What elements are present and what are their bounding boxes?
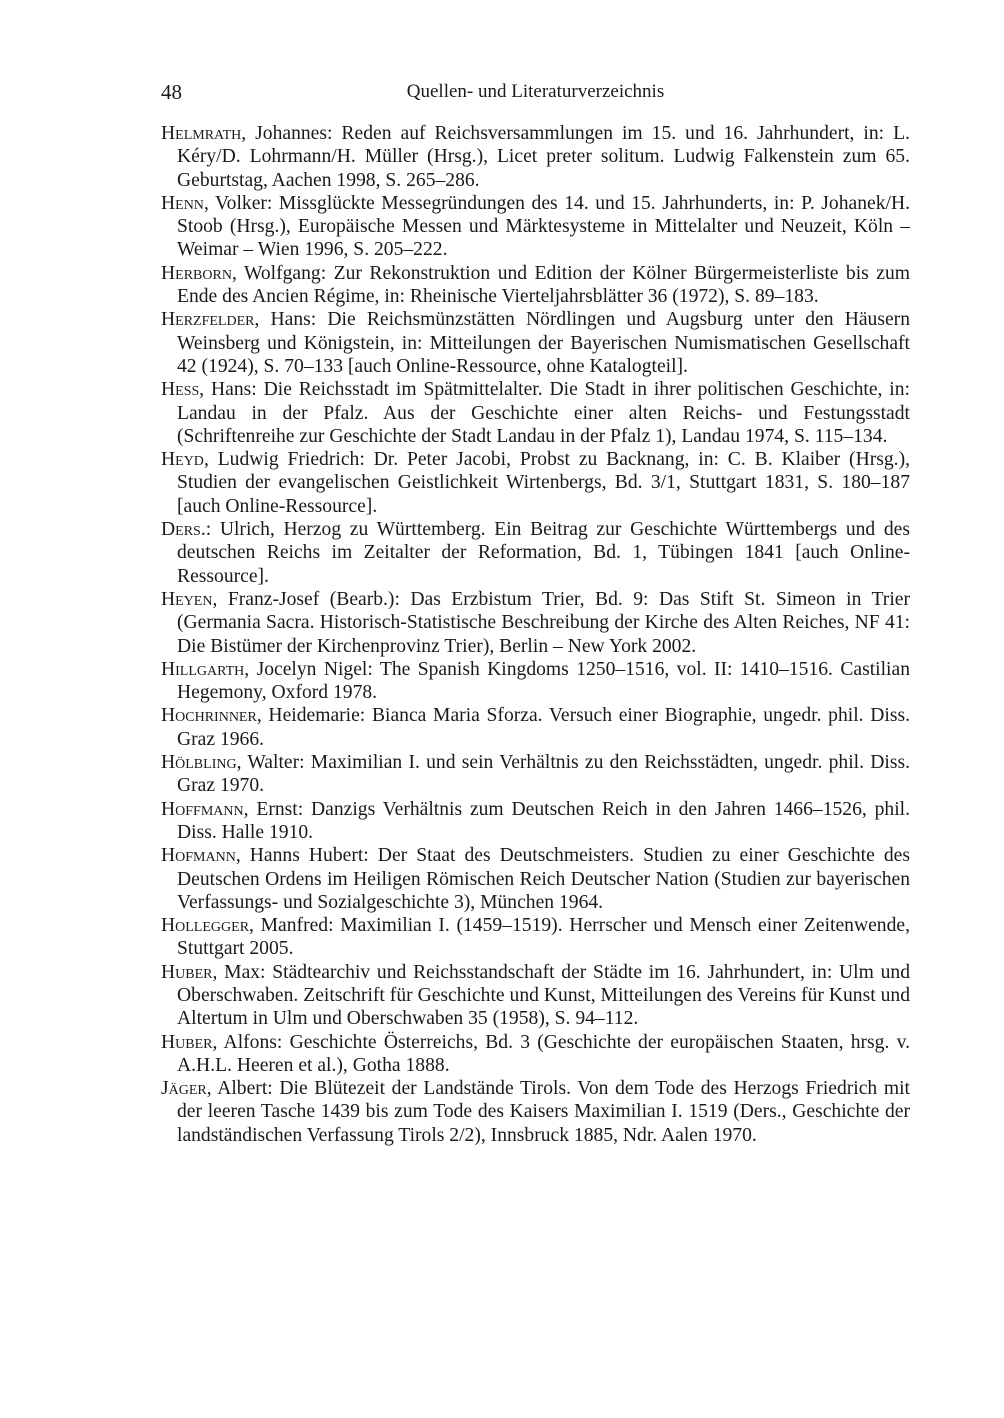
bibliography-entry [161,262,910,309]
entry-author: Herborn [161,262,232,284]
entry-author: Hochrinner [161,705,257,727]
entry-author: Ders. [161,519,206,541]
bibliography-entry [161,914,910,961]
entry-text: , Albert: Die Blütezeit der Landstände Tirols. Von dem Tode des Herzogs Friedrich mit der leeren Tasche 1439 bis zum Tode des Kaisers Maximilian I. 1519 (Ders., Geschichte der landständischen Verfassung Tirols 2/2), Innsbruck 1885, Ndr. Aalen 1970. [177,1078,910,1146]
bibliography-entry [161,308,910,378]
entry-text: , Johannes: Reden auf Reichsversammlungen im 15. und 16. Jahrhundert, in: L. Kéry/D. Lohrmann/H. Müller (Hrsg.), Licet preter solitum. Ludwig Falkenstein zum 65. Geburtstag, Aachen 1998, S. 265–286. [177,123,910,191]
entry-text: , Hans: Die Reichsstadt im Spätmittelalter. Die Stadt in ihrer politischen Geschichte, in: Landau in der Pfalz. Aus der Geschichte einer alten Reichs- und Festungsstadt (Schriftenreihe zur Geschichte der Stadt Landau in der Pfalz 1), Landau 1974, S. 115–134. [177,379,910,447]
bibliography-entry [161,751,910,798]
page-header [161,78,910,108]
bibliography-entry [161,588,910,658]
entry-text: , Manfred: Maximilian I. (1459–1519). Herrscher und Mensch einer Zeitenwende, Stuttgart 2005. [177,915,910,960]
bibliography-entry [161,658,910,705]
entry-text: , Hans: Die Reichsmünzstätten Nördlingen und Augsburg unter den Häusern Weinsberg und Königstein, in: Mitteilungen der Bayerischen Numismatischen Gesellschaft 42 (1924), S. 70–133 [auch Online-Ressource, ohne Katalogteil]. [177,309,910,377]
bibliography-entry [161,798,910,845]
bibliography-entry [161,1077,910,1147]
entry-text: , Ernst: Danzigs Verhältnis zum Deutschen Reich in den Jahren 1466–1526, phil. Diss. Halle 1910. [177,798,910,843]
entry-text: , Ludwig Friedrich: Dr. Peter Jacobi, Probst zu Backnang, in: C. B. Klaiber (Hrsg.), Studien der evangelischen Geistlichkeit Wirtenbergs, Bd. 3/1, Stuttgart 1831, S. 180–187 [auch Online-Ressource]. [177,449,910,517]
entry-author: Hillgarth [161,658,245,680]
bibliography-entry [161,961,910,1031]
entry-text: , Alfons: Geschichte Österreichs, Bd. 3 (Geschichte der europäischen Staaten, hrsg. v. A.H.L. Heeren et al.), Gotha 1888. [177,1031,910,1076]
entry-author: Hess [161,379,200,401]
bibliography-entry [161,122,910,192]
entry-text: , Volker: Missglückte Messegründungen des 14. und 15. Jahrhunderts, in: P. Johanek/H. Stoob (Hrsg.), Europäische Messen und Märktesysteme in Mittelalter und Neuzeit, Köln – Weimar – Wien 1996, S. 205–222. [177,192,910,261]
bibliography-entry [161,378,910,448]
entry-text: , Max: Städtearchiv und Reichsstandschaft der Städte im 16. Jahrhundert, in: Ulm und Oberschwaben. Zeitschrift für Geschichte und Kunst, Mitteilungen des Vereins für Kunst und Altertum in Ulm und Oberschwaben 35 (1958), S. 94–112. [177,961,910,1030]
running-title: Quellen- und Literaturverzeichnis [406,81,665,102]
entry-text: , Wolfgang: Zur Rekonstruktion und Edition der Kölner Bürgermeisterliste bis zum Ende des Ancien Régime, in: Rheinische Vierteljahrsblätter 36 (1972), S. 89–183. [177,262,910,308]
entry-author: Hofmann [161,845,236,867]
entry-author: Henn [161,192,204,214]
entry-author: Helmrath [161,123,242,144]
entry-text: , Jocelyn Nigel: The Spanish Kingdoms 1250–1516, vol. II: 1410–1516. Castilian Hegemony, Oxford 1978. [177,658,910,704]
entry-author: Hoffmann [161,798,244,820]
entry-author: Herzfelder [161,309,255,331]
entry-text: , Walter: Maximilian I. und sein Verhältnis zu den Reichsstädten, ungedr. phil. Diss. Graz 1970. [177,752,910,797]
entry-author: Hölbling [161,752,237,774]
bibliography-list [161,122,910,1147]
bibliography-entry [161,448,910,518]
entry-author: Heyen [161,588,213,610]
bibliography-entry [161,704,910,751]
entry-author: Huber [161,961,213,983]
entry-author: Hollegger [161,915,250,937]
entry-author: Huber [161,1031,213,1053]
page-number: 48 [161,80,182,104]
bibliography-entry [161,518,910,588]
bibliography-entry [161,1031,910,1078]
entry-author: Jäger [161,1078,207,1100]
entry-text: , Franz-Josef (Bearb.): Das Erzbistum Trier, Bd. 9: Das Stift St. Simeon in Trier (Germania Sacra. Historisch-Statistische Beschreibung der Kirche des Alten Reiches, NF 41: Die Bistümer der Kirchenprovinz Trier), Berlin – New York 2002. [177,588,910,657]
bibliography-entry [161,844,910,914]
entry-text: , Hanns Hubert: Der Staat des Deutschmeisters. Studien zu einer Geschichte des Deutschen Ordens im Heiligen Römischen Reich Deutscher Nation (Studien zur bayerischen Verfassungs- und Sozialgeschichte 3), München 1964. [177,845,910,913]
entry-text: , Heidemarie: Bianca Maria Sforza. Versuch einer Biographie, ungedr. phil. Diss. Graz 1966. [177,705,910,750]
entry-author: Heyd [161,449,204,471]
bibliography-entry [161,192,910,262]
entry-text: : Ulrich, Herzog zu Württemberg. Ein Beitrag zur Geschichte Württembergs und des deutschen Reichs im Zeitalter der Reformation, Bd. 1, Tübingen 1841 [auch Online-Ressource]. [177,519,910,587]
